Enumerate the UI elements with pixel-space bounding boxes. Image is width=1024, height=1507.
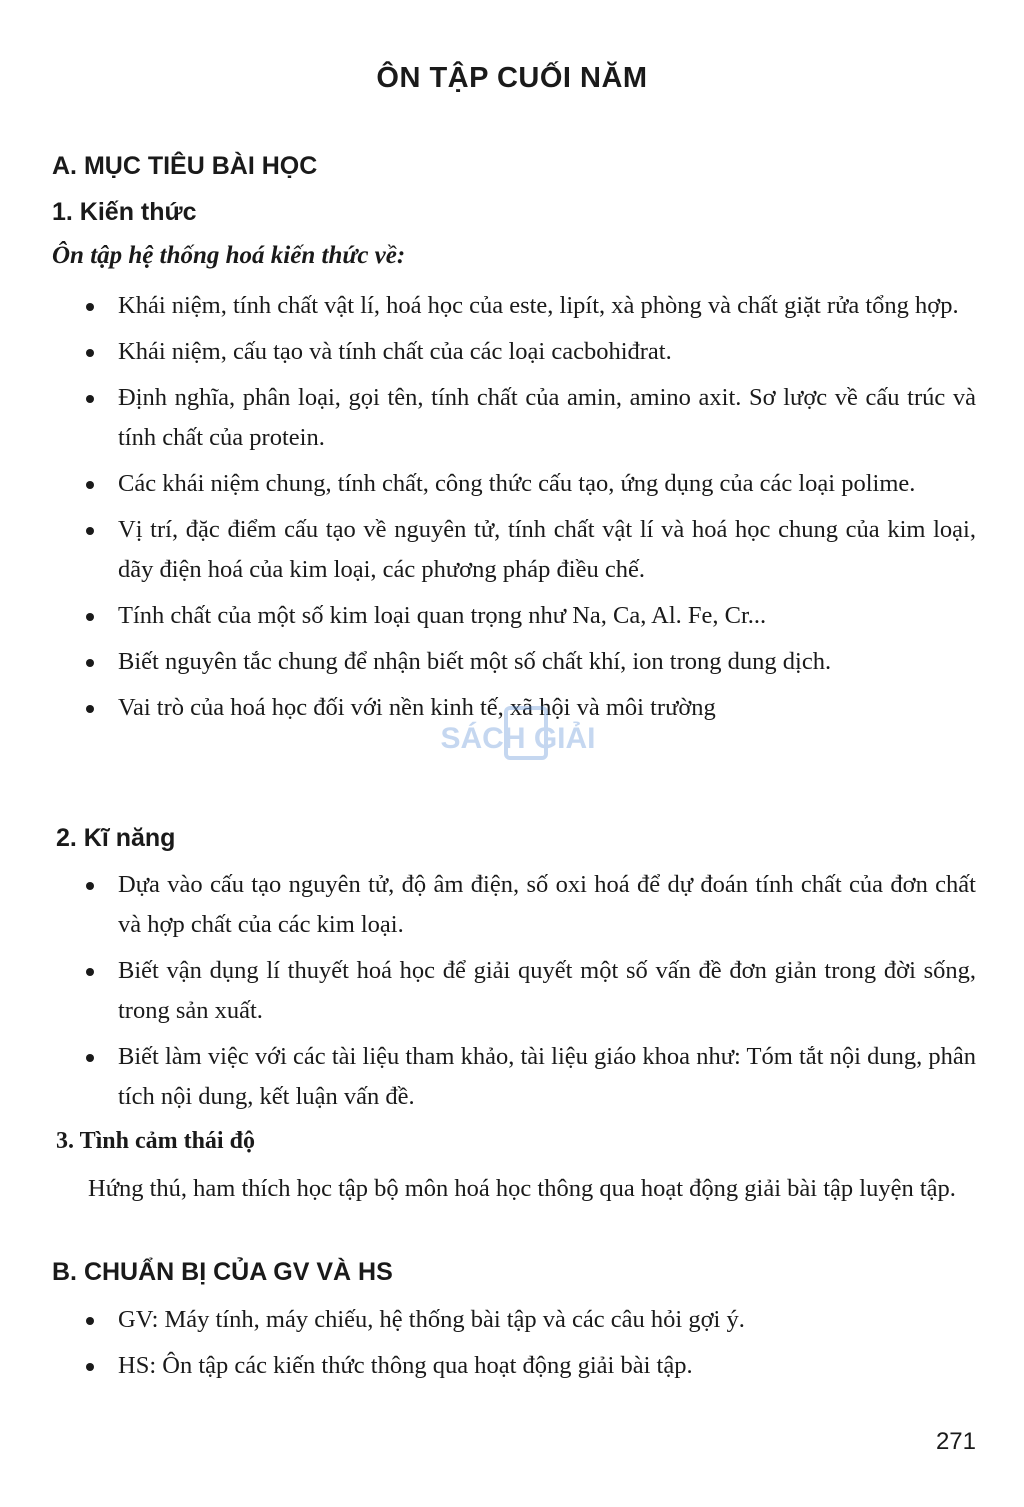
list-item: Biết làm việc với các tài liệu tham khảo, tài liệu giáo khoa như: Tóm tắt nội dung, phân tích nội dung, kết luận vấn đề. xyxy=(0,1037,1024,1117)
knowledge-intro: Ôn tập hệ thống hoá kiến thức về: xyxy=(52,242,406,269)
list-item: Vai trò của hoá học đối với nền kinh tế, xã hội và môi trường xyxy=(0,688,1024,728)
bullet-icon xyxy=(86,1363,94,1371)
bullet-icon xyxy=(86,705,94,713)
bullet-icon xyxy=(86,395,94,403)
list-item: Các khái niệm chung, tính chất, công thức cấu tạo, ứng dụng của các loại polime. xyxy=(0,464,1024,504)
bullet-icon xyxy=(86,1054,94,1062)
page-title: ÔN TẬP CUỐI NĂM xyxy=(376,62,648,94)
list-item: HS: Ôn tập các kiến thức thông qua hoạt động giải bài tập. xyxy=(0,1346,1024,1386)
svg-text:SÁCH GIẢI: SÁCH GIẢI xyxy=(440,722,596,755)
bullet-icon xyxy=(86,481,94,489)
list-item: Biết nguyên tắc chung để nhận biết một số chất khí, ion trong dung dịch. xyxy=(0,642,1024,682)
list-item: GV: Máy tính, máy chiếu, hệ thống bài tập và các câu hỏi gợi ý. xyxy=(0,1300,1024,1340)
bullet-icon xyxy=(86,882,94,890)
bullet-icon xyxy=(86,659,94,667)
bullet-icon xyxy=(86,1317,94,1325)
attitude-text: Hứng thú, ham thích học tập bộ môn hoá học thông qua hoạt động giải bài tập luyện tập. xyxy=(88,1175,956,1202)
attitude-heading: 3. Tình cảm thái độ xyxy=(56,1128,255,1154)
knowledge-list xyxy=(0,286,1024,734)
list-item: Vị trí, đặc điểm cấu tạo về nguyên tử, tính chất vật lí và hoá học chung của kim loại, dãy điện hoá của kim loại, các phương pháp điều chế. xyxy=(0,510,1024,590)
section-b-heading: B. CHUẨN BỊ CỦA GV VÀ HS xyxy=(52,1258,393,1286)
skills-heading: 2. Kĩ năng xyxy=(56,824,176,852)
bullet-icon xyxy=(86,349,94,357)
bullet-icon xyxy=(86,527,94,535)
bullet-icon xyxy=(86,968,94,976)
list-item: Dựa vào cấu tạo nguyên tử, độ âm điện, số oxi hoá để dự đoán tính chất của đơn chất và hợp chất của các kim loại. xyxy=(0,865,1024,945)
section-a-heading: A. MỤC TIÊU BÀI HỌC xyxy=(52,152,318,180)
list-item: Khái niệm, cấu tạo và tính chất của các loại cacbohiđrat. xyxy=(0,332,1024,372)
list-item: Biết vận dụng lí thuyết hoá học để giải quyết một số vấn đề đơn giản trong đời sống, trong sản xuất. xyxy=(0,951,1024,1031)
page-number: 271 xyxy=(935,1428,976,1455)
list-item: Tính chất của một số kim loại quan trọng như Na, Ca, Al. Fe, Cr... xyxy=(0,596,1024,636)
list-item: Định nghĩa, phân loại, gọi tên, tính chất của amin, amino axit. Sơ lược về cấu trúc và tính chất của protein. xyxy=(0,378,1024,458)
list-item: Khái niệm, tính chất vật lí, hoá học của este, lipít, xà phòng và chất giặt rửa tổng hợp. xyxy=(0,286,1024,326)
skills-list xyxy=(0,865,1024,1123)
knowledge-heading: 1. Kiến thức xyxy=(52,198,197,226)
bullet-icon xyxy=(86,303,94,311)
bullet-icon xyxy=(86,613,94,621)
preparation-list xyxy=(0,1300,1024,1392)
